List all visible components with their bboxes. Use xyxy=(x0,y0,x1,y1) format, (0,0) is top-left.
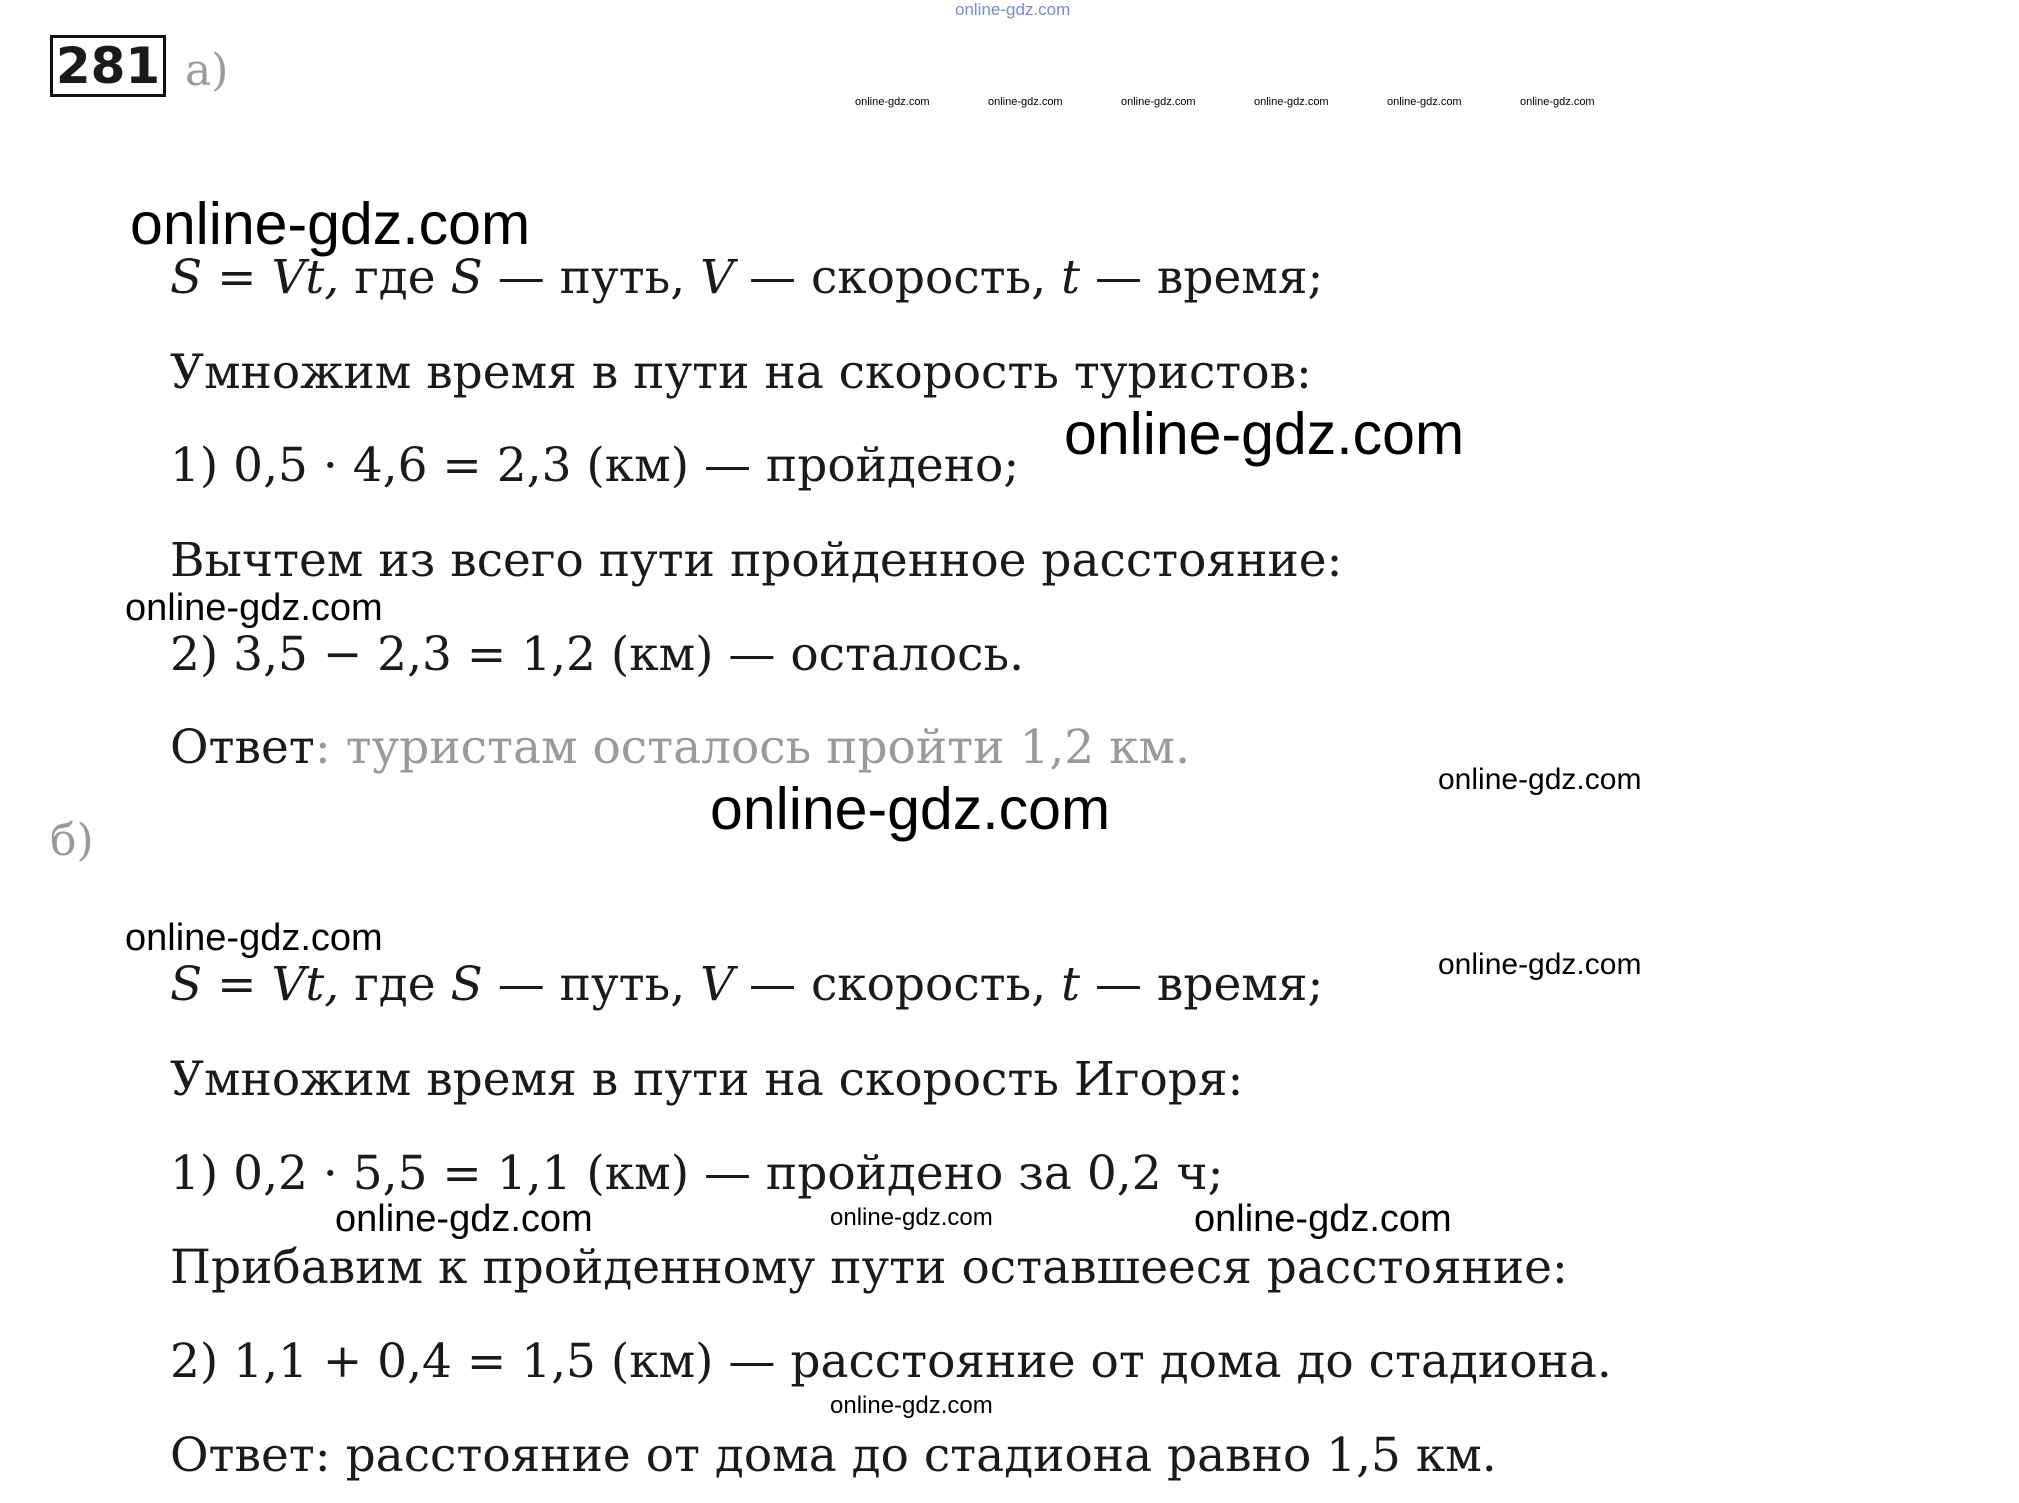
part-a-line-1: Умножим время в пути на скорость туристов: xyxy=(170,345,1312,400)
watermark-top: online-gdz.com xyxy=(955,0,1071,19)
part-a-label: а) xyxy=(185,45,229,96)
part-a-formula: S = Vt, где S — путь, V — скорость, t — время; xyxy=(170,250,1324,305)
watermark-medium: online-gdz.com xyxy=(1194,1198,1452,1240)
part-a-line-3: Вычтем из всего пути пройденное расстояние: xyxy=(170,533,1343,588)
part-b-line-3: Прибавим к пройденному пути оставшееся расстояние: xyxy=(170,1240,1568,1295)
watermark-small: online-gdz.com xyxy=(855,96,930,108)
problem-number: 281 xyxy=(50,35,166,97)
part-b-label: б) xyxy=(50,815,94,866)
watermark-small: online-gdz.com xyxy=(1121,96,1196,108)
part-a-line-4: 2) 3,5 − 2,3 = 1,2 (км) — осталось. xyxy=(170,627,1025,682)
part-b-formula: S = Vt, где S — путь, V — скорость, t — время; xyxy=(170,957,1324,1012)
watermark-small: online-gdz.com xyxy=(830,1392,993,1419)
watermark-small: online-gdz.com xyxy=(1387,96,1462,108)
part-b-line-4: 2) 1,1 + 0,4 = 1,5 (км) — расстояние от дома до стадиона. xyxy=(170,1334,1612,1389)
part-a-line-2: 1) 0,5 · 4,6 = 2,3 (км) — пройдено; xyxy=(170,438,1020,493)
watermark-large: online-gdz.com xyxy=(130,191,531,257)
watermark-medium: online-gdz.com xyxy=(125,917,383,959)
watermark-medium: online-gdz.com xyxy=(1438,948,1642,981)
part-b-line-1: Умножим время в пути на скорость Игоря: xyxy=(170,1052,1244,1107)
watermark-medium: online-gdz.com xyxy=(1438,763,1642,796)
watermark-small: online-gdz.com xyxy=(1520,96,1595,108)
watermark-medium: online-gdz.com xyxy=(125,587,383,629)
part-b-answer: Ответ: расстояние от дома до стадиона равно 1,5 км. xyxy=(170,1428,1497,1483)
part-b-line-2: 1) 0,2 · 5,5 = 1,1 (км) — пройдено за 0,2 ч; xyxy=(170,1146,1224,1201)
watermark-small: online-gdz.com xyxy=(1254,96,1329,108)
watermark-large: online-gdz.com xyxy=(1064,401,1465,467)
watermark-large: online-gdz.com xyxy=(710,776,1111,842)
watermark-small: online-gdz.com xyxy=(830,1204,993,1231)
part-a-answer: Ответ: туристам осталось пройти 1,2 км. xyxy=(170,720,1191,775)
watermark-medium: online-gdz.com xyxy=(335,1198,593,1240)
watermark-small: online-gdz.com xyxy=(988,96,1063,108)
